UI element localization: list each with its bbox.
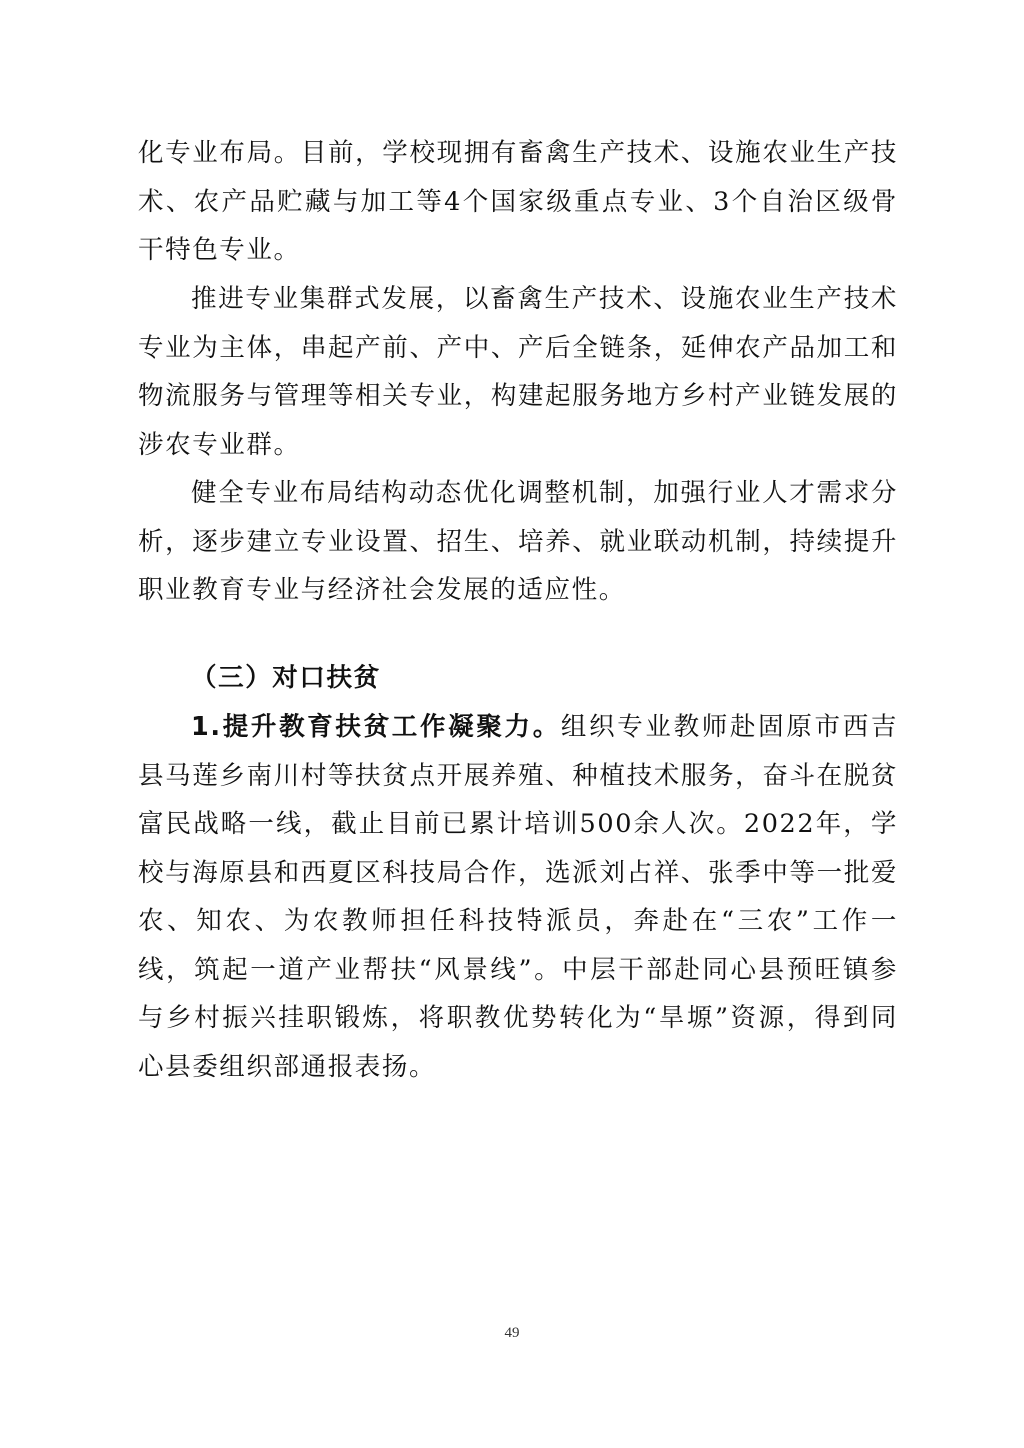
paragraph-poverty-alleviation — [138, 703, 898, 1091]
section-heading: （三）对口扶贫 — [191, 663, 381, 693]
page-number: 49 — [504, 1325, 520, 1341]
item-title: 1.提升教育扶贫工作凝聚力。 — [191, 712, 561, 742]
item-body: 组织专业教师赴固原市西吉县马莲乡南川村等扶贫点开展养殖、种植技术服务，奋斗在脱贫富民战略一线，截止目前已累计培训500余人次。2022年，学校与海原县和西夏区科技局合作，选派刘占祥、张季中等一批爱农、知农、为农教师担任科技特派员，奔赴在“三农”工作一线，筑起一道产业帮扶“风景线”。中层干部赴同心县预旺镇参与乡村振兴挂职锻炼，将职教优势转化为“旱塬”资源，得到同心县委组织部通报表扬。 — [138, 712, 898, 1082]
paragraph-adjustment-mechanism: 健全专业布局结构动态优化调整机制，加强行业人才需求分析，逐步建立专业设置、招生、培养、就业联动机制，持续提升职业教育专业与经济社会发展的适应性。 — [138, 478, 898, 605]
paragraph-specialty-layout: 化专业布局。目前，学校现拥有畜禽生产技术、设施农业生产技术、农产品贮藏与加工等4个国家级重点专业、3个自治区级骨干特色专业。 — [138, 138, 898, 265]
paragraph-specialty-cluster: 推进专业集群式发展，以畜禽生产技术、设施农业生产技术专业为主体，串起产前、产中、产后全链条，延伸农产品加工和物流服务与管理等相关专业，构建起服务地方乡村产业链发展的涉农专业群。 — [138, 284, 898, 460]
